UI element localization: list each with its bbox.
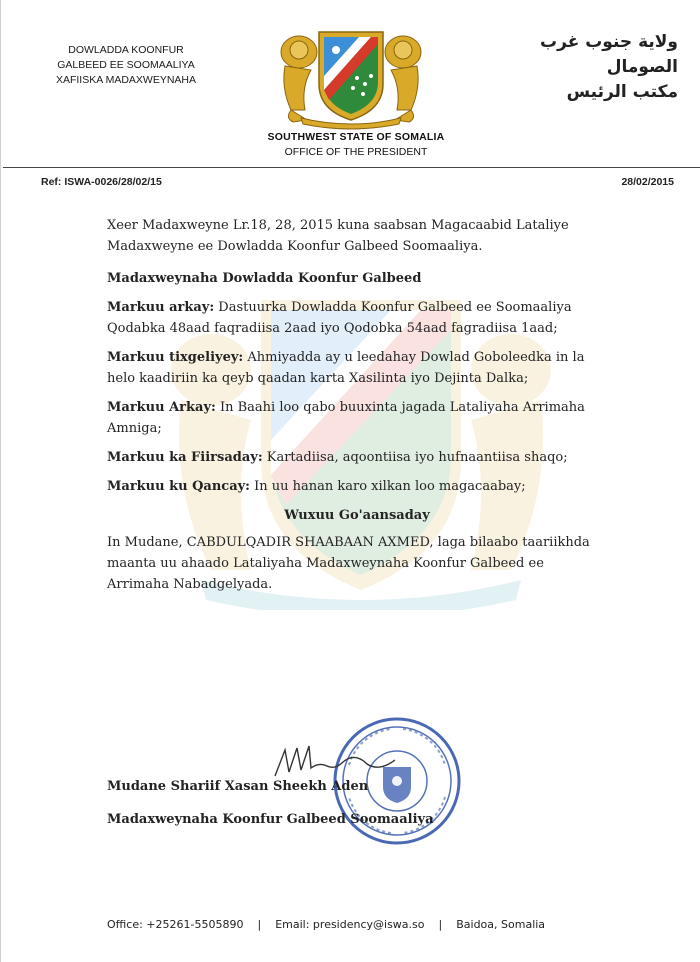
header-english <box>211 130 501 160</box>
footer-office-phone: Office: +25261-5505890 <box>107 918 244 931</box>
footer-separator: | <box>257 918 262 931</box>
decision-text: , laga bilaabo taariikhda maanta uu ahaado Lataliyaha Madaxweynaha Koonfur Galbeed ee Arrimaha Nabadgelyada. <box>107 535 590 592</box>
clause-item <box>107 476 607 497</box>
signatory-name: Mudane Shariif Xasan Sheekh Aden <box>107 779 369 794</box>
clause-lead: Markuu ka Fiirsaday: <box>107 450 263 465</box>
clause-item <box>107 397 607 439</box>
state-emblem-icon <box>271 18 431 134</box>
header-arabic-line-2: مكتب الرئيس <box>566 82 678 102</box>
clause-lead: Markuu ku Qancay: <box>107 479 250 494</box>
clause-text: In uu hanan karo xilkan loo magacaabay; <box>249 479 526 494</box>
signatory-title: Madaxweynaha Koonfur Galbeed Soomaaliya <box>107 812 434 827</box>
clause-item <box>107 447 607 468</box>
decision-paragraph <box>107 532 607 595</box>
clause-lead: Markuu tixgeliyey: <box>107 350 244 365</box>
footer-email: Email: presidency@iswa.so <box>275 918 425 931</box>
decision-heading: Wuxuu Go'aansaday <box>284 508 430 523</box>
clause-item <box>107 297 607 339</box>
footer-separator: | <box>438 918 443 931</box>
clause-lead: Markuu Arkay: <box>107 400 216 415</box>
signature-block <box>107 770 434 836</box>
decree-title: Xeer Madaxweyne Lr.18, 28, 2015 kuna saabsan Magacaabid Lataliye Madaxweyne ee Dowladda Koonfur Galbeed Soomaaliya. <box>107 218 569 254</box>
clause-text: Ahmiyadda ay u leedahay Dowlad Goboleedka in la helo kaadiriin ka qeyb qaadan karta Xasilinta iyo Dejinta Dalka; <box>107 350 585 386</box>
letter-date: 28/02/2015 <box>621 176 674 188</box>
header-arabic-line-1: ولاية جنوب غرب الصومال <box>540 32 678 77</box>
footer <box>107 918 587 931</box>
decision-intro: In Mudane, <box>107 535 187 550</box>
clause-lead: Markuu arkay: <box>107 300 215 315</box>
clause-item <box>107 347 607 389</box>
header-arabic <box>478 30 678 105</box>
header-somali <box>41 43 211 88</box>
header-office-name: OFFICE OF THE PRESIDENT <box>284 146 428 158</box>
header-somali-line-2: GALBEED EE SOOMAALIYA <box>57 59 195 71</box>
appointee-name: CABDULQADIR SHAABAAN AXMED <box>186 535 430 550</box>
header-divider <box>3 167 700 168</box>
header-somali-line-3: XAFIISKA MADAXWEYNAHA <box>55 74 197 86</box>
header-somali-line-1: DOWLADDA KOONFUR <box>68 44 184 56</box>
reference-number: Ref: ISWA-0026/28/02/15 <box>41 176 162 188</box>
letter-body <box>107 215 607 595</box>
decree-heading: Madaxweynaha Dowladda Koonfur Galbeed <box>107 271 422 286</box>
clause-text: In Baahi loo qabo buuxinta jagada Lataliyaha Arrimaha Amniga; <box>107 400 585 436</box>
header-state-name: SOUTHWEST STATE OF SOMALIA <box>267 131 445 143</box>
clause-text: Kartadiisa, aqoontiisa iyo hufnaantiisa shaqo; <box>262 450 568 465</box>
clause-text: Dastuurka Dowladda Koonfur Galbeed ee Soomaaliya Qodabka 48aad faqradiisa 2aad iyo Qodobka 54aad fagradiisa 1aad; <box>107 300 572 336</box>
footer-location: Baidoa, Somalia <box>456 918 546 931</box>
